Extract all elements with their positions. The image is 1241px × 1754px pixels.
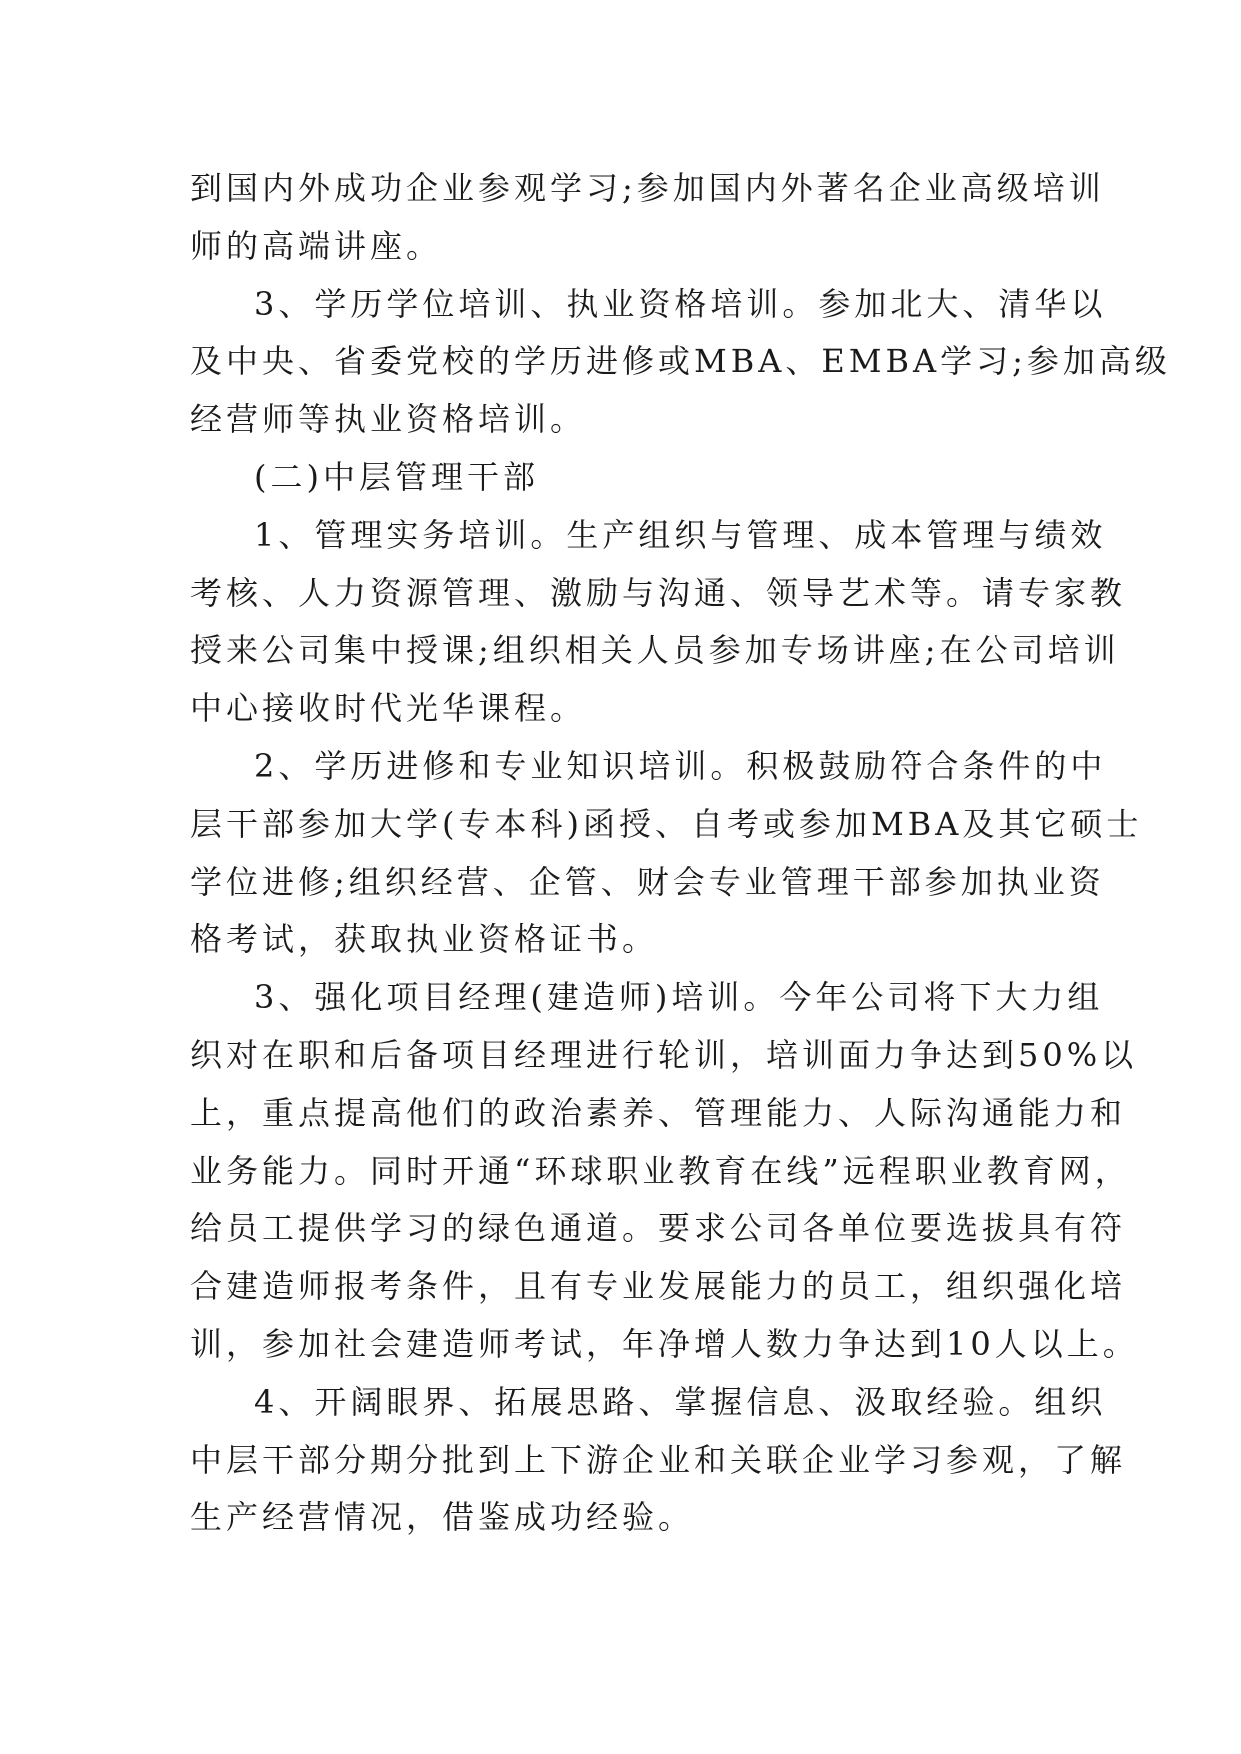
text-line: 织对在职和后备项目经理进行轮训，培训面力争达到50%以 bbox=[190, 1035, 1138, 1074]
text-line: 4、开阔眼界、拓展思路、掌握信息、汲取经验。组织 bbox=[254, 1382, 1107, 1421]
text-line: 授来公司集中授课;组织相关人员参加专场讲座;在公司培训 bbox=[190, 631, 1120, 670]
text-line: 考核、人力资源管理、激励与沟通、领导艺术等。请专家教 bbox=[190, 573, 1127, 612]
text-line: 2、学历进修和专业知识培训。积极鼓励符合条件的中 bbox=[254, 746, 1107, 785]
text-line: 师的高端讲座。 bbox=[190, 226, 443, 265]
text-line: 合建造师报考条件，且有专业发展能力的员工，组织强化培 bbox=[190, 1267, 1127, 1306]
text-line: 层干部参加大学(专本科)函授、自考或参加MBA及其它硕士 bbox=[190, 804, 1143, 843]
text-line: 及中央、省委党校的学历进修或MBA、EMBA学习;参加高级 bbox=[190, 342, 1171, 381]
text-line: 上，重点提高他们的政治素养、管理能力、人际沟通能力和 bbox=[190, 1093, 1127, 1132]
text-line: 格考试，获取执业资格证书。 bbox=[190, 920, 659, 959]
text-line: 业务能力。同时开通“环球职业教育在线”远程职业教育网， bbox=[190, 1151, 1131, 1190]
text-line: 给员工提供学习的绿色通道。要求公司各单位要选拔具有符 bbox=[190, 1209, 1127, 1248]
text-line: 训，参加社会建造师考试，年净增人数力争达到10人以上。 bbox=[190, 1324, 1139, 1363]
text-line: 1、管理实务培训。生产组织与管理、成本管理与绩效 bbox=[254, 515, 1107, 554]
text-line: 中心接收时代光华课程。 bbox=[190, 689, 587, 728]
text-line: 到国内外成功企业参观学习;参加国内外著名企业高级培训 bbox=[190, 169, 1105, 207]
text-line: 中层干部分期分批到上下游企业和关联企业学习参观，了解 bbox=[190, 1440, 1127, 1479]
section-heading: (二)中层管理干部 bbox=[254, 457, 539, 496]
text-line: 生产经营情况，借鉴成功经验。 bbox=[190, 1498, 695, 1537]
text-line: 学位进修;组织经营、企管、财会专业管理干部参加执业资 bbox=[190, 862, 1105, 901]
text-line: 3、强化项目经理(建造师)培训。今年公司将下大力组 bbox=[254, 978, 1104, 1017]
document-body bbox=[190, 160, 1171, 1547]
text-line: 经营师等执业资格培训。 bbox=[190, 400, 587, 439]
text-line: 3、学历学位培训、执业资格培训。参加北大、清华以 bbox=[254, 284, 1107, 323]
